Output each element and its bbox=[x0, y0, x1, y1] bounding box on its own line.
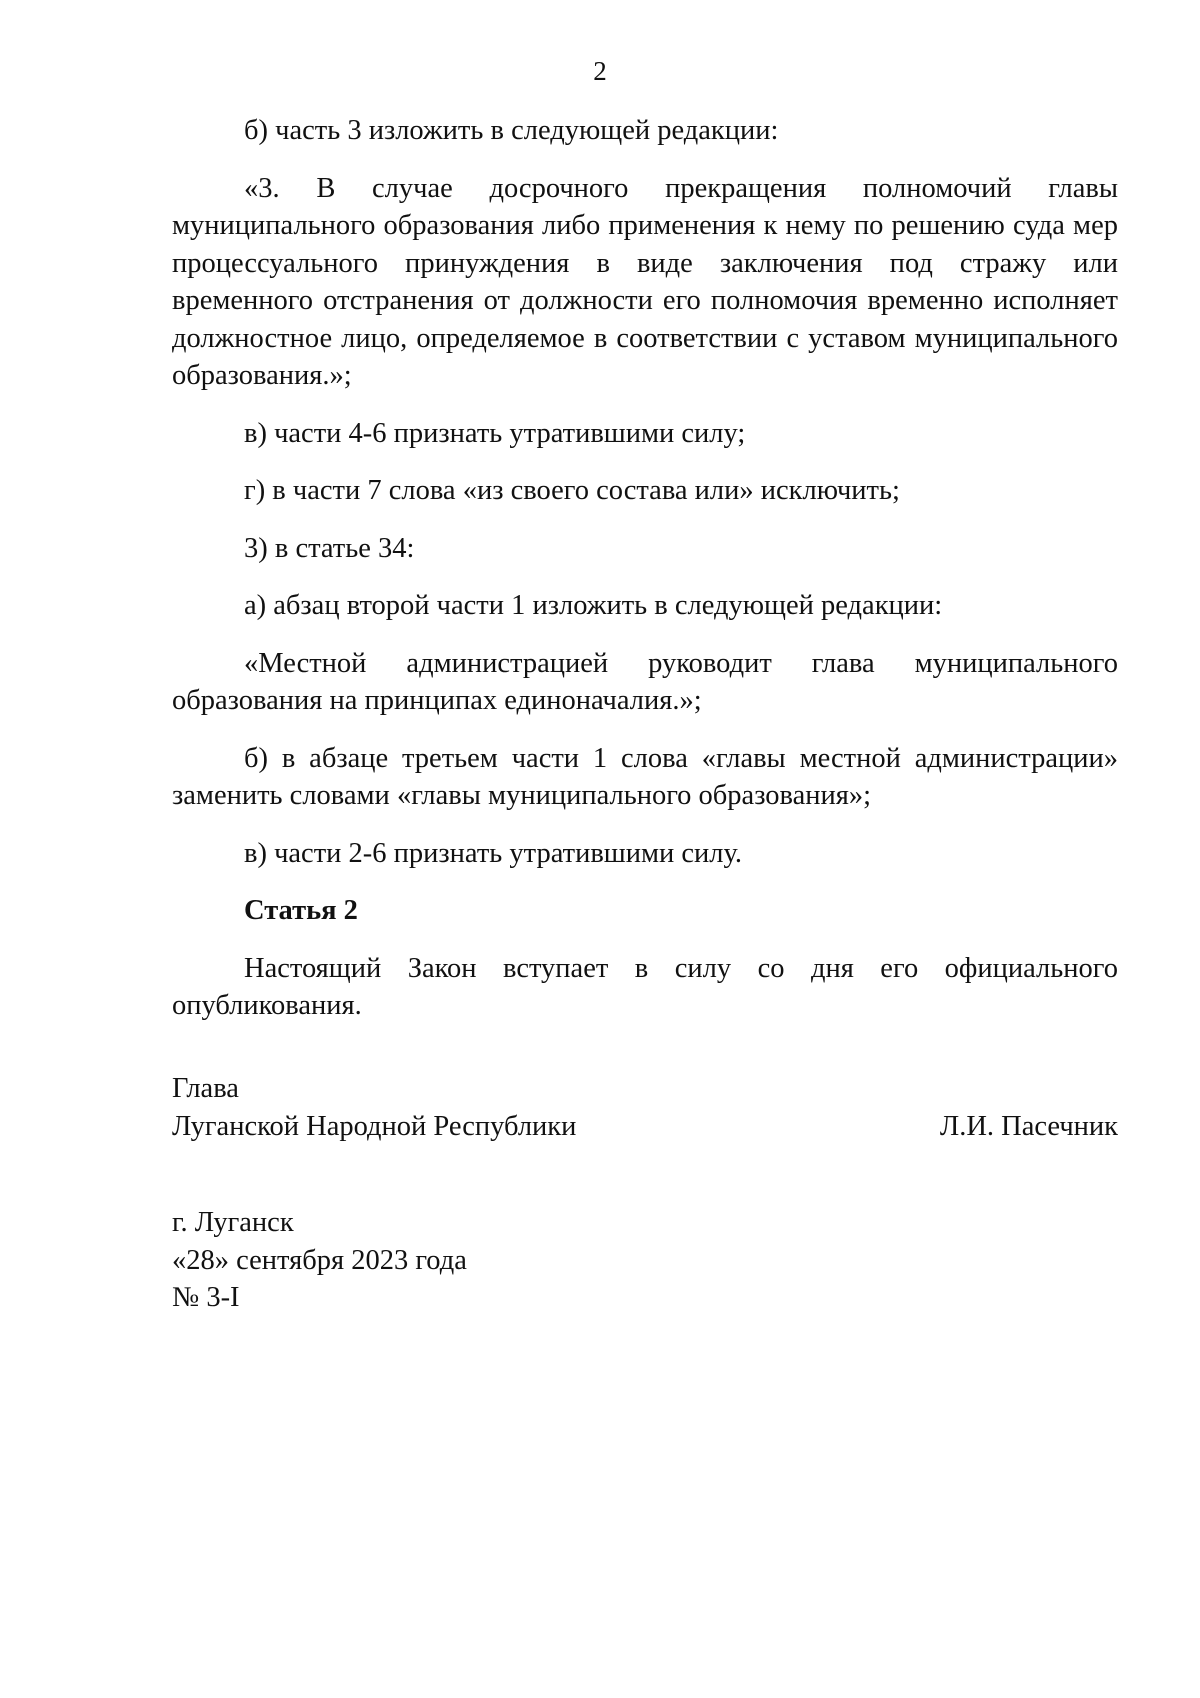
paragraph-quote-part3: «3. В случае досрочного прекращения полномочий главы муниципального образования либо применения к нему по решению суда мер процессуального принуждения в виде заключения под стражу или временного отстранения от должности его полномочия временно исполняет должностное лицо, определяемое в соответствии с уставом муниципального образования.»; bbox=[172, 172, 1118, 391]
place-date-block bbox=[172, 1204, 772, 1317]
paragraph-b-part1: б) в абзаце третьем части 1 слова «главы местной администрации» заменить словами «главы муниципального образования»; bbox=[172, 742, 1118, 811]
document-body bbox=[172, 112, 1118, 1045]
paragraph-b-part3: б) часть 3 изложить в следующей редакции: bbox=[244, 115, 779, 146]
signature-line bbox=[172, 1108, 1118, 1146]
paragraph-v-parts4-6: в) части 4-6 признать утратившими силу; bbox=[244, 417, 746, 449]
article-2-heading: Статья 2 bbox=[244, 895, 358, 926]
law-date: «28» сентября 2023 года bbox=[172, 1244, 467, 1276]
paragraph-quote-administration: «Местной администрацией руководит глава муниципального образования на принципах единоначалия.»; bbox=[172, 647, 1118, 716]
signature-title-line2: Луганской Народной Республики bbox=[172, 1110, 577, 1142]
page-number: 2 bbox=[593, 56, 607, 86]
paragraph-g-part7: г) в части 7 слова «из своего состава или» исключить; bbox=[244, 475, 900, 506]
article-2-text: Настоящий Закон вступает в силу со дня его официального опубликования. bbox=[172, 952, 1118, 1021]
law-number: № 3-I bbox=[172, 1282, 240, 1313]
paragraph-v-parts2-6: в) части 2-6 признать утратившими силу. bbox=[244, 837, 743, 869]
paragraph-a-part1: а) абзац второй части 1 изложить в следующей редакции: bbox=[244, 590, 943, 621]
signature-block bbox=[172, 1070, 1118, 1145]
signatory-name: Л.И. Пасечник bbox=[939, 1110, 1118, 1142]
signature-title-line1: Глава bbox=[172, 1073, 239, 1104]
paragraph-article34: 3) в статье 34: bbox=[244, 532, 415, 564]
city: г. Луганск bbox=[172, 1207, 294, 1238]
